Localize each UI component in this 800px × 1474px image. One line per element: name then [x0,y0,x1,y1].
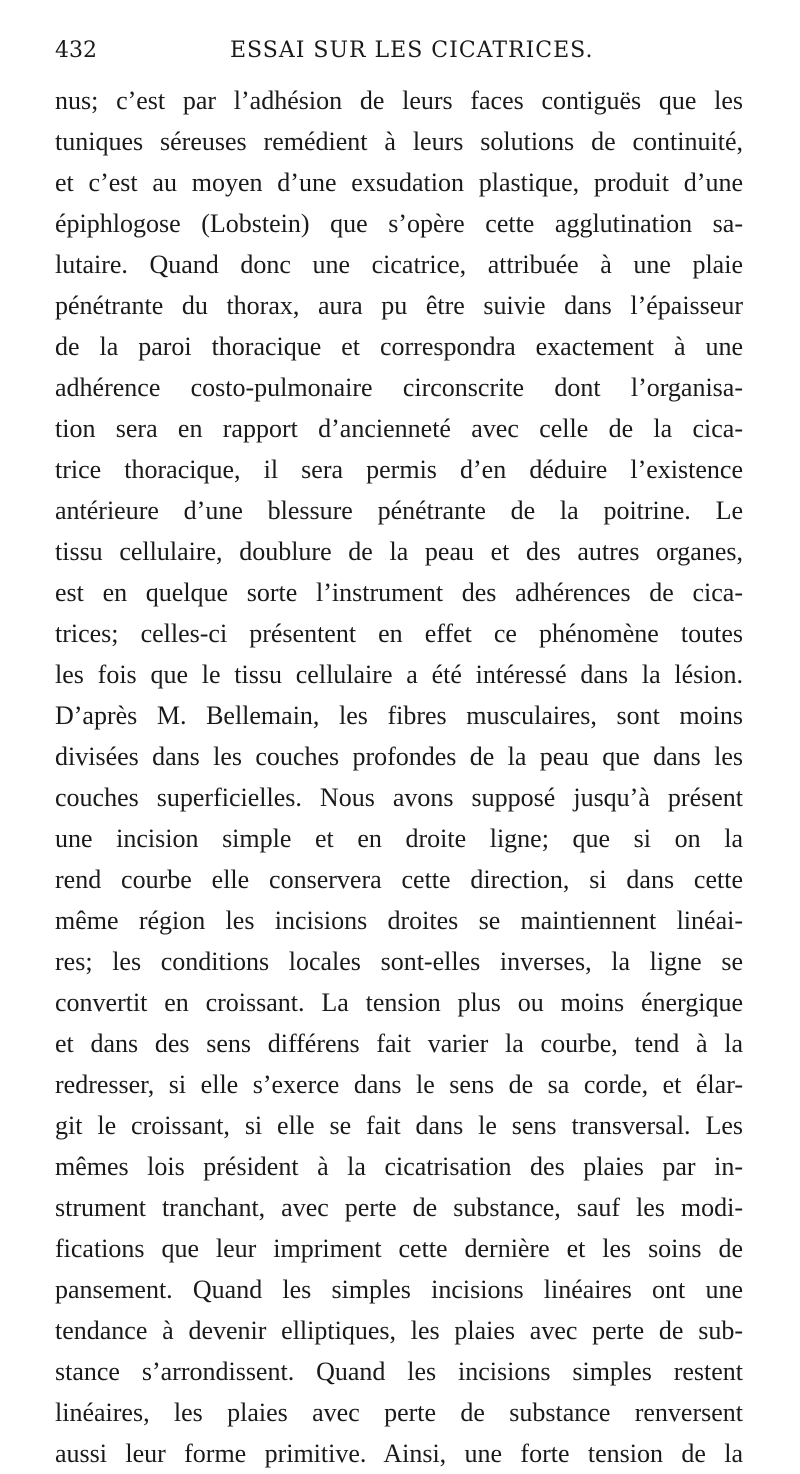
text-line: aussi leur forme primitive. Ainsi, une forte tension de la [55,1439,743,1468]
text-line: tissu cellulaire, doublure de la peau et des autres organes, [55,537,743,566]
text-line: rend courbe elle conservera cette direction, si dans cette [55,865,743,894]
text-line: trice thoracique, il sera permis d’en déduire l’existence [55,455,743,484]
text-line: pénétrante du thorax, aura pu être suivie dans l’épaisseur [55,291,743,320]
text-line: une incision simple et en droite ligne; que si on la [55,824,743,853]
text-line: fications que leur impriment cette dernière et les soins de [55,1234,743,1263]
text-line: res; les conditions locales sont-elles inverses, la ligne se [55,947,743,976]
text-line: les fois que le tissu cellulaire a été intéressé dans la lésion. [55,660,743,689]
text-line: de la paroi thoracique et correspondra exactement à une [55,332,743,361]
text-line: pansement. Quand les simples incisions linéaires ont une [55,1275,743,1304]
page-number: 432 [55,38,97,63]
text-line: couches superficielles. Nous avons supposé jusqu’à présent [55,783,743,812]
text-line: divisées dans les couches profondes de la peau que dans les [55,742,743,771]
text-line: convertit en croissant. La tension plus ou moins énergique [55,988,743,1017]
text-line: adhérence costo-pulmonaire circonscrite dont l’organisa- [55,373,743,402]
page-header [55,38,755,74]
text-line: épiphlogose (Lobstein) que s’opère cette agglutination sa- [55,209,743,238]
text-line: tuniques séreuses remédient à leurs solutions de continuité, [55,127,743,156]
text-line: redresser, si elle s’exerce dans le sens de sa corde, et élar- [55,1070,743,1099]
text-line: même région les incisions droites se maintiennent linéai- [55,906,743,935]
text-line: lutaire. Quand donc une cicatrice, attribuée à une plaie [55,250,743,279]
text-line: tion sera en rapport d’ancienneté avec celle de la cica- [55,414,743,443]
text-line: trices; celles-ci présentent en effet ce phénomène toutes [55,619,743,648]
text-line: linéaires, les plaies avec perte de substance renversent [55,1398,743,1427]
text-line: antérieure d’une blessure pénétrante de la poitrine. Le [55,496,743,525]
text-line: et c’est au moyen d’une exsudation plastique, produit d’une [55,168,743,197]
text-line: est en quelque sorte l’instrument des adhérences de cica- [55,578,743,607]
text-line: mêmes lois président à la cicatrisation des plaies par in- [55,1152,743,1181]
text-line: stance s’arrondissent. Quand les incisions simples restent [55,1357,743,1386]
text-line: strument tranchant, avec perte de substance, sauf les modi- [55,1193,743,1222]
running-title: ESSAI SUR LES CICATRICES. [230,38,594,63]
body-text [55,80,743,1474]
text-line: D’après M. Bellemain, les fibres musculaires, sont moins [55,701,743,730]
text-line: nus; c’est par l’adhésion de leurs faces contiguës que les [55,86,743,115]
text-line: et dans des sens différens fait varier la courbe, tend à la [55,1029,743,1058]
text-line: tendance à devenir elliptiques, les plaies avec perte de sub- [55,1316,743,1345]
text-line: git le croissant, si elle se fait dans le sens transversal. Les [55,1111,743,1140]
